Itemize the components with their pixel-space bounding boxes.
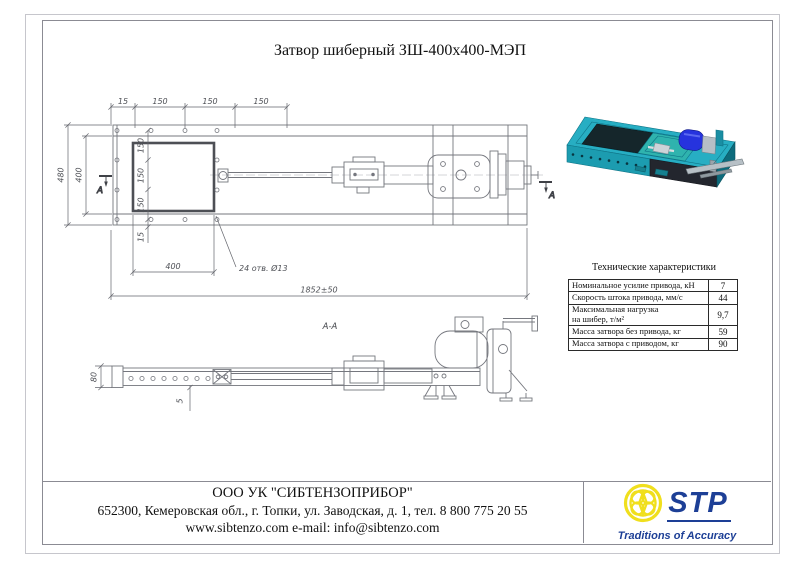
stp-emblem-icon [623, 483, 663, 528]
drawing-title: Затвор шиберный ЗШ-400х400-МЭП [273, 42, 527, 59]
tech-specs-table [568, 279, 738, 351]
dim-label: 480 [56, 167, 66, 183]
dim-label: 1852±50 [300, 285, 338, 295]
side-bolt-holes [129, 376, 210, 380]
table-row [569, 280, 738, 292]
actuator-side-view [344, 356, 432, 390]
gearbox-side-view [487, 329, 511, 393]
holes-note-label: 24 отв. Ø13 [239, 264, 288, 273]
top-view-drawing [113, 125, 545, 225]
dim-label: 5 [175, 398, 185, 404]
section-label-a-right: А [549, 191, 555, 201]
section-marker-right [539, 182, 555, 201]
end-support [500, 370, 532, 401]
mid-support [424, 374, 456, 399]
spec-name: Скорость штока привода, мм/с [569, 292, 709, 304]
spec-name: Масса затвора с приводом, кг [569, 338, 709, 350]
spec-value: 9,7 [709, 304, 738, 326]
stp-logo [585, 482, 769, 542]
dim-label: 15 [136, 231, 146, 243]
stp-wordmark: STP [667, 489, 730, 522]
table-row [569, 292, 738, 304]
spec-value: 7 [709, 280, 738, 292]
dim-label: 150 [136, 167, 146, 184]
dim-label: 400 [165, 262, 181, 271]
tech-specs-panel [563, 262, 745, 351]
table-row [569, 326, 738, 338]
dim-label: 15 [117, 97, 129, 106]
dim-label: 150 [136, 197, 146, 213]
company-info-block [42, 483, 583, 541]
dim-label: 150 [202, 97, 218, 106]
spec-value: 44 [709, 292, 738, 304]
spec-name-line2: на шибер, т/м² [572, 313, 625, 324]
spec-value: 90 [709, 338, 738, 350]
table-row [569, 304, 738, 326]
isometric-render [567, 117, 744, 187]
motor-side-view [435, 317, 488, 368]
dim-label: 150 [136, 137, 146, 154]
table-row [569, 338, 738, 350]
stp-tagline: Traditions of Accuracy [617, 529, 737, 542]
dim-label: 400 [74, 167, 84, 183]
tech-specs-title: Технические характеристики [591, 262, 717, 273]
spec-name: Номинальное усилие привода, кН [569, 280, 709, 292]
spec-value: 59 [709, 326, 738, 338]
footer-divider [583, 481, 584, 543]
dim-label: 150 [152, 97, 168, 106]
dim-label: 150 [253, 97, 269, 106]
spec-name-line1: Максимальная нагрузка [572, 304, 659, 315]
section-label-a-left: А [97, 186, 103, 196]
company-name: ООО УК "СИБТЕНЗОПРИБОР" [212, 485, 413, 501]
section-view-title: А-А [322, 322, 338, 332]
spec-name: Масса затвора без привода, кг [569, 326, 709, 338]
spec-name [569, 304, 709, 326]
company-address: 652300, Кемеровская обл., г. Топки, ул. Заводская, д. 1, тел. 8 800 775 20 55 [97, 503, 528, 518]
actuator-top-view [218, 151, 538, 198]
section-marker-left [96, 176, 112, 196]
crank-handle [503, 316, 538, 331]
dim-label: 80 [89, 371, 99, 383]
company-contacts: www.sibtenzo.com e-mail: info@sibtenzo.com [185, 520, 440, 535]
